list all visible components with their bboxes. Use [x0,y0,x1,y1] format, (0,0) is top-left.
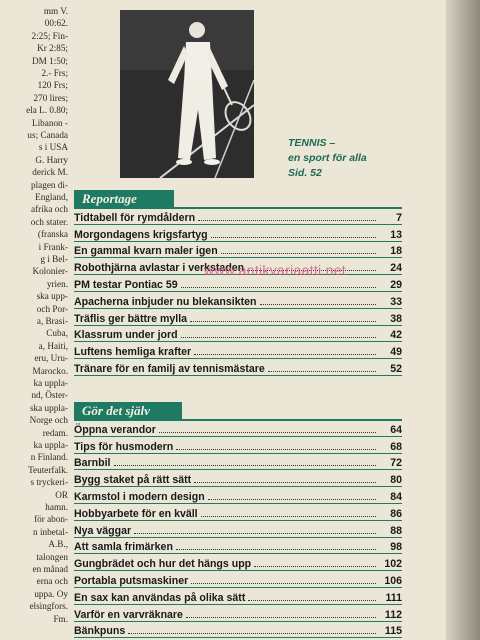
toc-entry-title: Träflis ger bättre mylla [74,312,188,325]
left-column-line: nd, Öster- [31,390,68,401]
toc-leader-dots [201,516,376,517]
toc-entry-page: 18 [390,245,402,258]
toc-entry [74,292,402,309]
toc-leader-dots [176,549,376,550]
toc-entry-page: 106 [384,574,402,587]
toc-entry-title: Bygg staket på rätt sätt [74,474,192,487]
toc-leader-dots [211,237,376,238]
left-column-line: England, [35,192,68,202]
toc-leader-dots [208,499,376,500]
toc-entry-title: Bänkpuns [74,625,126,638]
toc-entry-page: 7 [396,211,402,224]
toc-entry [74,504,402,521]
left-column-line: Kr 2:85; [37,43,68,54]
left-column-line: s i USA [38,142,68,153]
toc-entry-page: 13 [390,228,402,241]
toc-entry-page: 88 [390,524,402,537]
toc-leader-dots [248,600,376,601]
toc-entry-title: Tränare för en familj av tennismästare [74,362,265,375]
left-column-line: Norge och [29,415,68,426]
left-column-line: plagen di- [31,179,68,190]
left-column-line: (franska [37,229,68,240]
left-column-line: redam. [42,427,68,438]
toc-entry [74,571,402,588]
toc-entry-page: 86 [390,507,402,520]
left-column-line: A.B., [48,539,68,550]
toc-leader-dots [186,617,376,618]
toc-entry-page: 29 [390,278,402,291]
toc-entry-page: 52 [390,362,402,375]
left-column-line: Marocko. [32,365,68,376]
left-column-line: 2:25; Fin- [31,30,68,41]
left-column-line: och stater. [30,216,68,227]
toc-entry [74,538,402,555]
left-column-line: Kolonier- [32,266,68,277]
toc-entry-title: Luftens hemliga krafter [74,346,192,359]
left-column-line: ela L. 0.80; [26,105,68,116]
toc-leader-dots [190,321,376,322]
toc-entry-title: Karmstol i modern design [74,490,205,503]
left-column-line: OR [55,489,68,500]
toc-entry-title: Portabla putsmaskiner [74,574,189,587]
left-column-line: uppa. Oy [34,588,68,599]
left-column-line: Cuba, [46,328,68,339]
toc-leader-dots [260,304,377,305]
left-column-line: hamn. [45,502,68,512]
left-column-line: us; Canada [27,130,68,140]
toc-entry [74,437,402,454]
toc-leader-dots [194,482,376,483]
left-column-line: Fm. [53,613,68,624]
left-column-line: derick M. [32,167,68,178]
caption-subtitle: en sport för alla [288,152,367,164]
toc-entry-page: 68 [390,440,402,453]
left-column-line: 270 lires; [33,92,68,103]
toc-entry-page: 72 [390,457,402,470]
left-column-line: ska upp- [36,291,68,302]
toc-entry-title: Varför en varvräknare [74,608,183,621]
toc-entry-title: PM testar Pontiac 59 [74,278,178,291]
toc-entry [74,225,402,242]
left-column-line: ka uppla- [33,378,68,388]
left-column-line: Teuterfalk. [28,464,68,475]
toc-leader-dots [176,449,376,450]
toc-entry [74,521,402,538]
left-column-text [0,0,72,640]
toc-entry [74,342,402,359]
toc-entry [74,487,402,504]
toc-leader-dots [191,583,376,584]
toc-reportage [74,208,402,376]
left-column-line: ka uppla- [33,440,68,450]
toc-entry-page: 64 [390,423,402,436]
left-column-line: elsingfors. [29,601,68,612]
toc-entry-title: Nya väggar [74,524,132,537]
toc-entry-page: 49 [390,346,402,359]
toc-entry [74,470,402,487]
toc-entry [74,242,402,259]
left-column-line: 00:62. [44,18,68,29]
toc-entry-page: 84 [390,490,402,503]
toc-entry-title: Robothjärna avlastar i verkstaden [74,262,245,275]
left-column-line: s tryckeri- [30,477,68,488]
toc-leader-dots [194,354,376,355]
toc-entry [74,554,402,571]
section-heading-gor-det-sjalv: Gör det själv [74,402,182,419]
left-column-line: i Frank- [38,241,68,252]
left-column-line: G. Harry [35,154,68,165]
left-column-line: mm V. [43,6,68,16]
toc-leader-dots [134,533,376,534]
caption-page-ref: Sid. 52 [288,167,322,179]
toc-leader-dots [268,371,376,372]
toc-entry-page: 80 [390,474,402,487]
toc-entry-title: Hobbyarbete för en kväll [74,507,198,520]
left-column-line: a, Haiti, [38,340,68,351]
watermark: www.antikvariaatti.net [204,262,346,278]
left-column-line: eru, Uru- [34,353,68,364]
left-column-line: g i Bel- [40,254,68,264]
toc-entry-title: Morgondagens krigsfartyg [74,228,208,241]
left-column-line: afrika och [31,204,68,215]
left-column-line: en månad [32,564,68,574]
toc-entry-page: 115 [384,625,402,638]
toc-entry [74,454,402,471]
left-column-line: a, Brasi- [36,316,68,326]
toc-entry-title: Barnbil [74,457,111,470]
toc-entry-page: 98 [390,541,402,554]
toc-entry-title: En gammal kvarn maler igen [74,245,218,258]
toc-entry [74,622,402,639]
page-edge-shadow [446,0,480,640]
toc-entry [74,588,402,605]
toc-entry-title: Tidtabell för rymdåldern [74,211,196,224]
left-column-line: DM 1:50; [32,55,68,66]
toc-leader-dots [114,465,377,466]
left-column-line: erna och [36,576,68,587]
left-column-line: för abon- [34,514,68,525]
toc-leader-dots [198,220,376,221]
left-column-line: 120 Frs; [37,80,68,91]
toc-entry-page: 111 [385,591,402,604]
toc-entry [74,420,402,437]
toc-gor-det-sjalv [74,420,402,638]
toc-entry-page: 112 [384,608,402,621]
toc-entry [74,326,402,343]
toc-leader-dots [181,287,376,288]
left-column-line: Libanon - [32,117,68,128]
section-heading-reportage: Reportage [74,190,174,207]
toc-entry-page: 24 [390,262,402,275]
toc-entry-title: Apacherna inbjuder nu blekansikten [74,295,257,308]
tennis-photo [120,10,254,178]
toc-entry-page: 42 [390,329,402,342]
toc-entry [74,359,402,376]
toc-entry [74,309,402,326]
toc-leader-dots [181,337,376,338]
toc-entry [74,208,402,225]
toc-leader-dots [254,566,376,567]
toc-leader-dots [128,633,376,634]
toc-entry-page: 38 [390,312,402,325]
toc-entry-title: Klassrum under jord [74,329,178,342]
toc-entry-title: En sax kan användas på olika sätt [74,591,246,604]
left-column-line: och Por- [36,303,68,314]
left-column-line: n Finland. [30,452,68,463]
left-column-line: yrien. [46,278,68,289]
left-column-line: talongen [36,551,68,562]
toc-leader-dots [159,432,376,433]
toc-entry-title: Tips för husmodern [74,440,174,453]
toc-entry-title: Öppna verandor [74,423,156,436]
toc-entry-page: 33 [390,295,402,308]
toc-entry [74,605,402,622]
left-column-line: ska uppla- [29,402,68,413]
left-column-line: n inbetal- [33,526,68,537]
toc-entry-title: Att samla frimärken [74,541,173,554]
caption-title: TENNIS – [288,137,336,149]
photo-caption [288,136,367,181]
toc-leader-dots [221,253,376,254]
left-column-line: 2.- Frs; [41,68,68,78]
toc-entry-page: 102 [384,558,402,571]
toc-entry-title: Gungbrädet och hur det hängs upp [74,558,252,571]
